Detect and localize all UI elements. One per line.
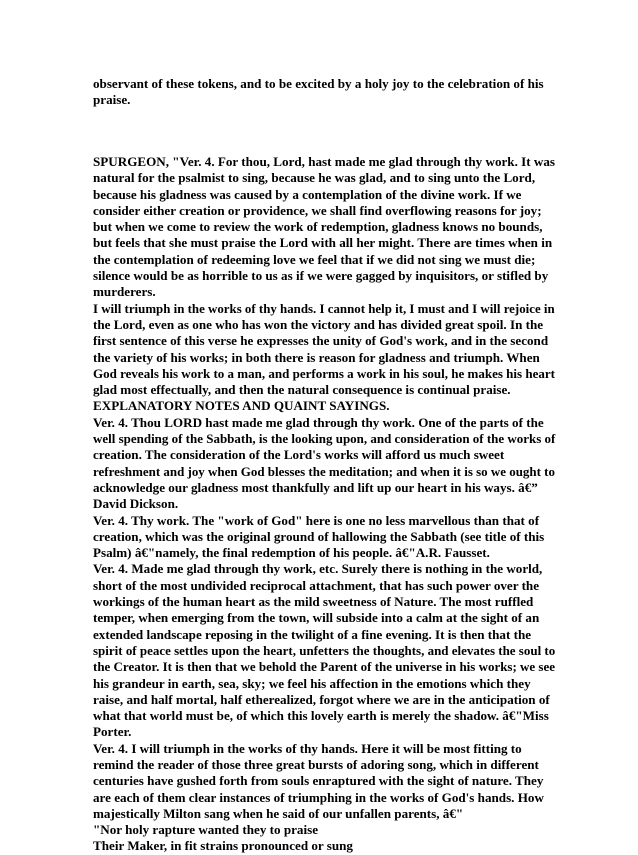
text-line: Porter. <box>93 724 132 740</box>
text-line: short of the most undivided reciprocal attachment, that has such power over the <box>93 577 540 593</box>
text-line: Ver. 4. Thy work. The "work of God" here is one no less marvellous than that of <box>93 512 540 528</box>
text-line: but when we come to review the work of redemption, gladness knows no bounds, <box>93 219 543 235</box>
text-line: Psalm) â€"namely, the final redemption of his people. â€"A.R. Fausset. <box>93 545 490 561</box>
text-line: EXPLANATORY NOTES AND QUAINT SAYINGS. <box>93 398 390 414</box>
text-line: spirit of peace settles upon the heart, unfetters the thoughts, and elevates the soul to <box>93 642 556 658</box>
text-line: the variety of his works; in both there is reason for gladness and triumph. When <box>93 349 540 365</box>
text-line: Their Maker, in fit strains pronounced or sung <box>93 838 353 854</box>
text-line: centuries have gushed forth from souls enraptured with the sight of nature. They <box>93 773 544 789</box>
text-line: temper, when emerging from the town, will subside into a calm at the sight of an <box>93 610 540 626</box>
text-line: majestically Milton sang when he said of our unfallen parents, â€" <box>93 805 464 821</box>
text-line: are each of them clear instances of triumphing in the works of God's hands. How <box>93 789 544 805</box>
text-line: God reveals his work to a man, and performs a work in his soul, he makes his heart <box>93 365 555 381</box>
text-line: observant of these tokens, and to be excited by a holy joy to the celebration of his <box>93 76 544 91</box>
text-line: Ver. 4. I will triumph in the works of thy hands. Here it will be most fitting to <box>93 740 522 756</box>
text-line: acknowledge our gladness most thankfully and lift up our heart in his ways. â€” <box>93 479 538 495</box>
text-line: refreshment and joy when God blesses the meditation; and when it is so we ought to <box>93 463 555 479</box>
text-line: SPURGEON, "Ver. 4. For thou, Lord, hast made me glad through thy work. It was <box>93 154 555 169</box>
text-line: the Lord, even as one who has won the victory and has divided great spoil. In the <box>93 316 544 332</box>
text-line: murderers. <box>93 284 156 300</box>
text-line: his grandeur in earth, sea, sky; we feel his affection in the emotions which they <box>93 675 531 691</box>
text-line: I will triumph in the works of thy hands. I cannot help it, I must and I will rejoice in <box>93 300 555 316</box>
text-line: natural for the psalmist to sing, because he was glad, and to sing unto the Lord, <box>93 170 536 186</box>
text-line: workings of the human heart as the mild sweetness of Nature. The most ruffled <box>93 594 534 610</box>
text-line: creation, which was the original ground of hallowing the Sabbath (see title of this <box>93 528 545 544</box>
text-line: Ver. 4. Thou LORD hast made me glad through thy work. One of the parts of the <box>93 414 544 430</box>
text-line: "Nor holy rapture wanted they to praise <box>93 822 319 838</box>
text-line: because his gladness was caused by a contemplation of the divine work. If we <box>93 186 522 202</box>
text-line: the Creator. It is then that we behold the Parent of the universe in his works; we see <box>93 659 556 675</box>
text-line: creation. The consideration of the Lord's works will afford us much sweet <box>93 447 505 463</box>
text-line: glad most effectually, and then the natural consequence is continual praise. <box>93 382 511 398</box>
top-paragraph <box>93 76 553 109</box>
main-text <box>93 154 556 855</box>
text-line: praise. <box>93 92 131 108</box>
text-line: but feels that she must praise the Lord with all her might. There are times when in <box>93 235 553 251</box>
text-line: David Dickson. <box>93 496 179 512</box>
text-line: consider either creation or providence, we shall find overflowing reasons for joy; <box>93 202 542 218</box>
text-line: first sentence of this verse he expresses the unity of God's work, and in the second <box>93 333 549 349</box>
text-line: the contemplation of redeeming love we feel that if we did not sing we must die; <box>93 251 536 267</box>
text-line: Ver. 4. Made me glad through thy work, etc. Surely there is nothing in the world, <box>93 561 543 577</box>
text-line: what that world must be, of which this lovely earth is merely the shadow. â€"Miss <box>93 708 549 724</box>
text-line: extended landscape reposing in the twilight of a fine evening. It is then that the <box>93 626 532 642</box>
text-line: well spending of the Sabbath, is the looking upon, and consideration of the works of <box>93 431 556 447</box>
text-line: raise, and half mortal, half etherealized, forgot where we are in the anticipation of <box>93 691 550 707</box>
text-line: remind the reader of those three great bursts of adoring song, which in different <box>93 756 539 772</box>
text-line: silence would be as horrible to us as if we were gagged by inquisitors, or stifled by <box>93 268 549 284</box>
